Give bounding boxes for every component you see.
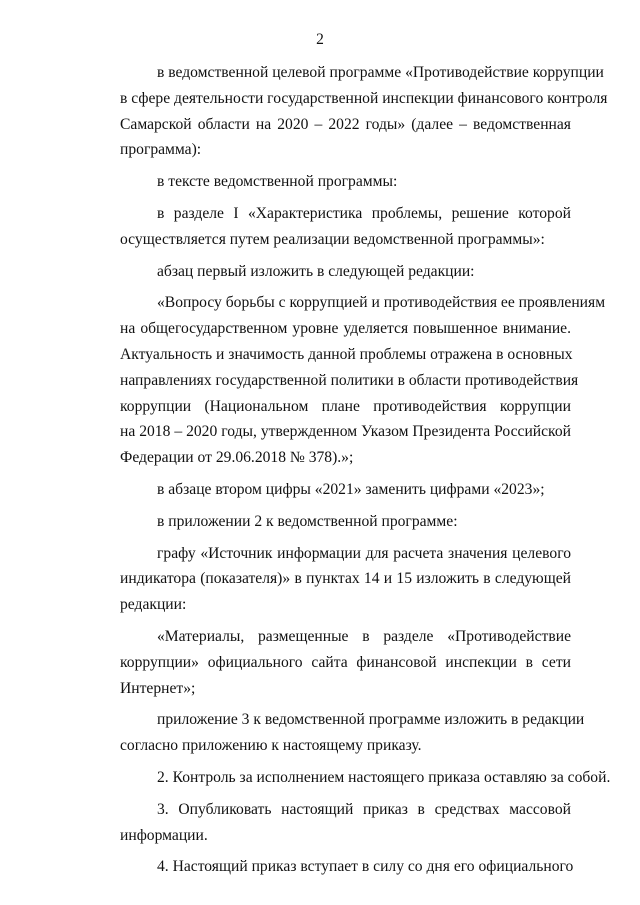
paragraph-column-source	[83, 541, 571, 618]
paragraph-first-abzac	[83, 259, 571, 285]
text-line: программа):	[120, 141, 202, 159]
paragraph-materials	[83, 624, 571, 701]
paragraph-item-3-publish	[83, 797, 571, 849]
text-line: «Материалы, размещенные в разделе «Противодействие	[157, 627, 571, 645]
paragraph-section-one	[83, 201, 571, 253]
paragraph-program-title	[83, 60, 608, 163]
text-line: Федерации от 29.06.2018 № 378).»;	[120, 449, 354, 467]
text-line: в разделе I «Характеристика проблемы, решение которой	[157, 204, 571, 222]
text-line: в тексте ведомственной программы:	[157, 173, 398, 191]
text-line: Самарской области на 2020 – 2022 годы» (далее – ведомственная	[120, 115, 571, 133]
paragraph-appendix-three	[83, 707, 585, 759]
text-line: «Вопросу борьбы с коррупцией и противодействия ее проявлениям	[157, 294, 606, 312]
text-line: в ведомственной целевой программе «Противодействие коррупции	[157, 64, 604, 81]
text-line: 4. Настоящий приказ вступает в силу со дня его официального	[157, 858, 574, 876]
text-line: абзац первый изложить в следующей редакции:	[157, 262, 475, 280]
text-line: индикатора (показателя)» в пунктах 14 и 15 изложить в следующей	[120, 570, 571, 588]
text-line: редакции:	[120, 596, 187, 614]
page-number: 2	[316, 31, 324, 48]
paragraph-second-abzac	[83, 477, 571, 503]
text-line: коррупции (Национальном плане противодействия коррупции	[120, 397, 571, 415]
text-line: приложение 3 к ведомственной программе изложить в редакции	[157, 711, 585, 729]
text-line: на общегосударственном уровне уделяется повышенное внимание.	[120, 320, 571, 338]
text-line: Интернет»;	[120, 679, 196, 697]
text-line: на 2018 – 2020 годы, утвержденном Указом Президента Российской	[120, 423, 571, 441]
document-body	[83, 60, 611, 886]
text-line: графу «Источник информации для расчета значения целевого	[157, 544, 571, 562]
text-line: направлениях государственной политики в области противодействия	[120, 371, 579, 389]
text-line: в сфере деятельности государственной инспекции финансового контроля	[120, 89, 608, 107]
paragraph-item-2-control	[83, 765, 611, 791]
paragraph-quote-corruption	[83, 290, 606, 471]
text-line: 2. Контроль за исполнением настоящего приказа оставляю за собой.	[157, 768, 611, 786]
text-line: коррупции» официального сайта финансовой инспекции в сети	[120, 653, 571, 671]
text-line: согласно приложению к настоящему приказу.	[120, 737, 422, 755]
paragraph-program-text	[83, 169, 571, 195]
text-line: в абзаце втором цифры «2021» заменить цифрами «2023»;	[157, 480, 545, 498]
text-line: Актуальность и значимость данной проблемы отражена в основных	[120, 345, 573, 363]
text-line: в приложении 2 к ведомственной программе:	[157, 512, 458, 530]
paragraph-item-4-effective	[83, 854, 574, 880]
text-line: информации.	[120, 826, 208, 844]
text-line: осуществляется путем реализации ведомственной программы»:	[120, 230, 545, 248]
text-line: 3. Опубликовать настоящий приказ в средствах массовой	[157, 800, 571, 818]
paragraph-appendix-two	[83, 509, 571, 535]
